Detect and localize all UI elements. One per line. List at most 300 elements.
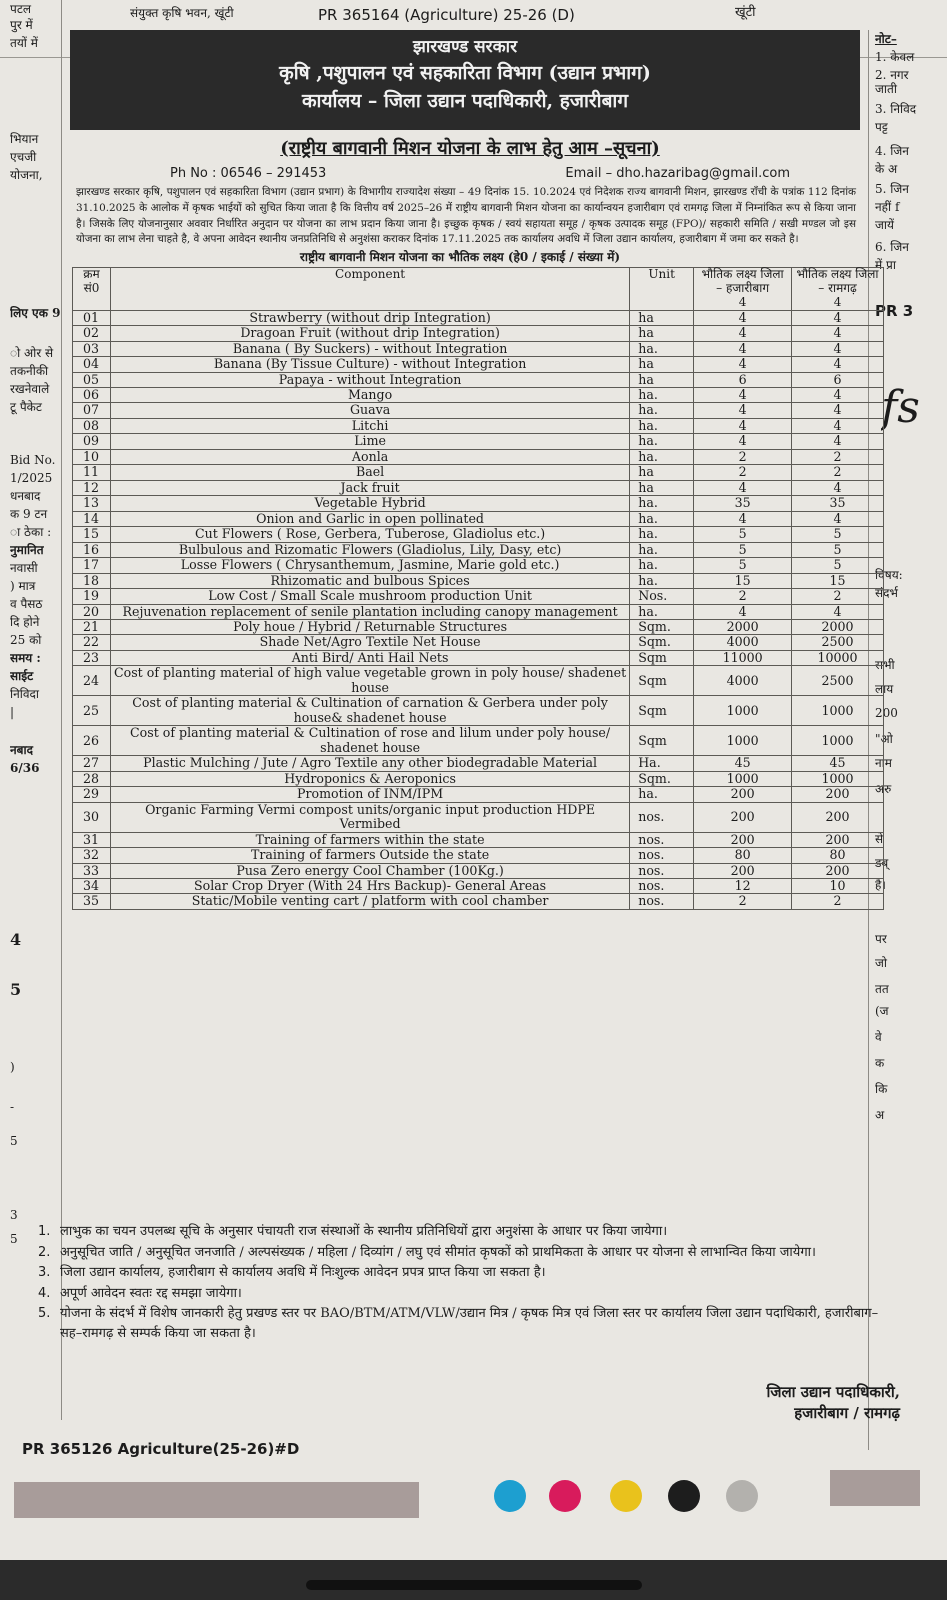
row-unit: Sqm	[630, 726, 694, 756]
row-target-hazaribag: 80	[694, 848, 792, 863]
note-item	[38, 1304, 896, 1343]
row-unit: nos.	[630, 878, 694, 893]
row-unit: ha	[630, 465, 694, 480]
right-fragment: 5. जिन	[875, 182, 909, 196]
targets-table	[72, 267, 884, 910]
right-fragment: नाम	[875, 756, 892, 770]
note-number: 4.	[38, 1285, 51, 1301]
right-fragment: के अ	[875, 162, 898, 176]
left-fragment: 5	[10, 1134, 18, 1148]
row-target-ramgarh: 6	[792, 372, 884, 387]
row-sn: 20	[73, 604, 111, 619]
right-fragment: जायें	[875, 218, 894, 232]
right-fragment: 1. केवल	[875, 50, 915, 64]
row-unit: ha.	[630, 496, 694, 511]
row-target-ramgarh: 4	[792, 357, 884, 372]
cyan-registration-dot	[494, 1480, 526, 1512]
row-target-ramgarh: 10	[792, 878, 884, 893]
row-target-hazaribag: 2	[694, 465, 792, 480]
right-fragment: 3. निविद	[875, 102, 917, 116]
row-target-ramgarh: 200	[792, 802, 884, 832]
row-component: Anti Bird/ Anti Hail Nets	[110, 650, 629, 665]
table-row	[73, 787, 884, 802]
row-component: Hydroponics & Aeroponics	[110, 771, 629, 786]
row-sn: 27	[73, 756, 111, 771]
right-fragment: कि	[875, 1082, 888, 1096]
table-title: राष्ट्रीय बागवानी मिशन योजना का भौतिक लक्ष्य (हे0 / इकाई / संख्या में)	[299, 250, 621, 265]
row-unit: ha	[630, 326, 694, 341]
row-sn: 08	[73, 418, 111, 433]
signature-line-2: हजारीबाग / रामगढ़	[794, 1404, 900, 1422]
row-unit: nos.	[630, 894, 694, 909]
row-target-ramgarh: 1000	[792, 771, 884, 786]
row-component: Static/Mobile venting cart / platform with cool chamber	[110, 894, 629, 909]
table-row	[73, 878, 884, 893]
right-fragment: PR 3	[875, 302, 914, 320]
right-fragment: डब्	[875, 856, 889, 870]
table-row	[73, 496, 884, 511]
row-component: Aonla	[110, 449, 629, 464]
row-target-ramgarh: 2	[792, 449, 884, 464]
row-unit: ha.	[630, 434, 694, 449]
notice	[70, 30, 879, 910]
header-target-ramgarh	[792, 268, 884, 310]
header-banner	[70, 30, 860, 130]
row-sn: 09	[73, 434, 111, 449]
right-fragment: नोट–	[875, 32, 897, 46]
table-body	[73, 310, 884, 909]
row-unit: Ha.	[630, 756, 694, 771]
table-row	[73, 418, 884, 433]
row-target-ramgarh: 2	[792, 589, 884, 604]
row-unit: Nos.	[630, 589, 694, 604]
row-sn: 30	[73, 802, 111, 832]
row-sn: 24	[73, 666, 111, 696]
left-fragment: -	[10, 1100, 15, 1114]
black-registration-dot	[668, 1480, 700, 1512]
row-target-ramgarh: 2500	[792, 666, 884, 696]
row-sn: 25	[73, 696, 111, 726]
table-row	[73, 434, 884, 449]
row-unit: ha.	[630, 542, 694, 557]
table-row	[73, 771, 884, 786]
row-unit: ha	[630, 357, 694, 372]
row-target-hazaribag: 200	[694, 802, 792, 832]
row-sn: 28	[73, 771, 111, 786]
row-component: Cost of planting material of high value vegetable grown in poly house/ shadenet house	[110, 666, 629, 696]
row-sn: 13	[73, 496, 111, 511]
table-row	[73, 449, 884, 464]
row-target-hazaribag: 4	[694, 604, 792, 619]
left-fragment: नुमानित	[10, 543, 44, 557]
row-target-ramgarh: 2	[792, 465, 884, 480]
row-unit: ha.	[630, 604, 694, 619]
row-unit: nos.	[630, 848, 694, 863]
contact-line	[170, 166, 790, 181]
left-fragment: साईट	[10, 669, 34, 683]
row-unit: ha.	[630, 573, 694, 588]
row-component: Lime	[110, 434, 629, 449]
row-unit: nos.	[630, 802, 694, 832]
table-row	[73, 403, 884, 418]
row-target-ramgarh: 5	[792, 558, 884, 573]
right-fragment: है।	[875, 878, 886, 892]
table-row	[73, 726, 884, 756]
table-row	[73, 756, 884, 771]
row-component: Training of farmers Outside the state	[110, 848, 629, 863]
row-unit: ha.	[630, 787, 694, 802]
row-component: Dragoan Fruit (without drip Integration)	[110, 326, 629, 341]
signature-block	[700, 1382, 900, 1424]
row-sn: 01	[73, 310, 111, 325]
row-component: Promotion of INM/IPM	[110, 787, 629, 802]
row-target-ramgarh: 1000	[792, 726, 884, 756]
table-row	[73, 604, 884, 619]
table-row	[73, 650, 884, 665]
home-indicator[interactable]	[306, 1580, 642, 1590]
left-fragment: 3	[10, 1208, 18, 1222]
table-row	[73, 527, 884, 542]
registration-bar-left	[14, 1482, 419, 1518]
row-sn: 15	[73, 527, 111, 542]
left-fragment: |	[10, 705, 15, 719]
right-fragment: क	[875, 1056, 885, 1070]
row-target-hazaribag: 5	[694, 558, 792, 573]
row-target-ramgarh: 4	[792, 511, 884, 526]
left-fragment: नवासी	[10, 561, 38, 575]
row-target-ramgarh: 10000	[792, 650, 884, 665]
row-target-hazaribag: 4000	[694, 635, 792, 650]
top-pr-number: PR 365164 (Agriculture) 25-26 (D)	[318, 6, 575, 24]
row-target-hazaribag: 4	[694, 403, 792, 418]
row-target-ramgarh: 4	[792, 480, 884, 495]
left-fragment: तयों में	[10, 36, 38, 50]
row-component: Cut Flowers ( Rose, Gerbera, Tuberose, Gladiolus etc.)	[110, 527, 629, 542]
row-target-hazaribag: 4	[694, 480, 792, 495]
left-fragment: लिए एक 9	[10, 306, 61, 320]
row-sn: 32	[73, 848, 111, 863]
right-fragment: 200	[875, 706, 898, 720]
footer-pr-number: PR 365126 Agriculture(25-26)#D	[22, 1440, 300, 1458]
right-fragment: अ	[875, 1108, 885, 1122]
left-fragment: 6/36	[10, 761, 40, 775]
right-fragment: अरु	[875, 782, 892, 796]
row-target-hazaribag: 4	[694, 434, 792, 449]
row-target-hazaribag: 2	[694, 894, 792, 909]
row-component: Banana ( By Suckers) - without Integration	[110, 341, 629, 356]
row-sn: 29	[73, 787, 111, 802]
right-fragment: विषय:	[875, 568, 903, 582]
row-sn: 21	[73, 620, 111, 635]
left-fragment: व पैसठ	[10, 597, 43, 611]
row-target-ramgarh: 200	[792, 863, 884, 878]
left-fragment: 25 को	[10, 633, 42, 647]
row-sn: 23	[73, 650, 111, 665]
row-component: Rejuvenation replacement of senile plantation including canopy management	[110, 604, 629, 619]
magenta-registration-dot	[549, 1480, 581, 1512]
row-sn: 03	[73, 341, 111, 356]
row-sn: 07	[73, 403, 111, 418]
phone-number: Ph No : 06546 – 291453	[170, 166, 327, 181]
row-component: Plastic Mulching / Jute / Agro Textile any other biodegradable Material	[110, 756, 629, 771]
table-row	[73, 863, 884, 878]
left-fragment: ो ओर से	[10, 346, 54, 360]
row-sn: 16	[73, 542, 111, 557]
row-component: Bael	[110, 465, 629, 480]
row-target-hazaribag: 35	[694, 496, 792, 511]
row-target-ramgarh: 2500	[792, 635, 884, 650]
row-target-hazaribag: 15	[694, 573, 792, 588]
row-target-hazaribag: 5	[694, 527, 792, 542]
note-text: लाभुक का चयन उपलब्ध सूचि के अनुसार पंचायती राज संस्थाओं के स्थानीय प्रतिनिधियों द्वारा अनुशंसा के आधार पर किया जायेगा।	[60, 1224, 668, 1239]
header-sn: क्रम सं0	[73, 268, 111, 310]
row-target-hazaribag: 4	[694, 341, 792, 356]
table-row	[73, 573, 884, 588]
left-fragment: समय :	[10, 651, 41, 665]
row-sn: 31	[73, 832, 111, 847]
note-item	[38, 1243, 896, 1263]
table-row	[73, 894, 884, 909]
row-target-ramgarh: 4	[792, 403, 884, 418]
left-fragment: पुर में	[10, 18, 33, 32]
left-fragment: धनबाद	[10, 489, 41, 503]
right-fragment: नहीं f	[875, 200, 900, 214]
table-row	[73, 696, 884, 726]
left-fragment: ा ठेका :	[10, 525, 52, 539]
left-fragment: निविदा	[10, 687, 40, 701]
row-target-hazaribag: 4	[694, 357, 792, 372]
row-component: Organic Farming Vermi compost units/organic input production HDPE Vermibed	[110, 802, 629, 832]
row-target-hazaribag: 1000	[694, 726, 792, 756]
table-row	[73, 589, 884, 604]
row-component: Losse Flowers ( Chrysanthemum, Jasmine, Marie gold etc.)	[110, 558, 629, 573]
note-item	[38, 1222, 896, 1242]
top-right-text: खूंटी	[735, 5, 756, 20]
header-component: Component	[110, 268, 629, 310]
row-target-hazaribag: 200	[694, 832, 792, 847]
right-fragment: "ओ	[875, 732, 893, 746]
row-target-ramgarh: 5	[792, 542, 884, 557]
row-target-hazaribag: 2000	[694, 620, 792, 635]
right-fragment: तत	[875, 982, 889, 996]
row-sn: 18	[73, 573, 111, 588]
row-sn: 35	[73, 894, 111, 909]
note-number: 3.	[38, 1265, 51, 1280]
right-fragment: 4. जिन	[875, 144, 909, 158]
left-fragment: दि होने	[10, 615, 40, 629]
row-component: Rhizomatic and bulbous Spices	[110, 573, 629, 588]
left-fragment: पटल	[10, 2, 32, 16]
right-fragment: 6. जिन	[875, 240, 909, 254]
row-target-ramgarh: 200	[792, 832, 884, 847]
email-address: Email – dho.hazaribag@gmail.com	[565, 166, 790, 181]
row-target-ramgarh: 4	[792, 326, 884, 341]
note-item	[38, 1263, 896, 1283]
left-fragment: नबाद	[10, 743, 33, 757]
header-target-hazaribag-label: भौतिक लक्ष्य जिला – हजारीबाग	[701, 267, 784, 296]
left-fragment: तकनीकी	[10, 364, 49, 378]
row-target-hazaribag: 6	[694, 372, 792, 387]
row-sn: 10	[73, 449, 111, 464]
row-unit: ha.	[630, 387, 694, 402]
row-target-hazaribag: 4	[694, 310, 792, 325]
row-unit: ha.	[630, 511, 694, 526]
table-row	[73, 511, 884, 526]
left-fragment: 4	[10, 930, 22, 949]
table-row	[73, 542, 884, 557]
row-component: Bulbulous and Rizomatic Flowers (Gladiolus, Lily, Dasy, etc)	[110, 542, 629, 557]
table-row	[73, 387, 884, 402]
intro-paragraph: झारखण्ड सरकार कृषि, पशुपालन एवं सहकारिता विभाग (उद्यान प्रभाग) के विभागीय राज्यादेश संख्या – 49 दिनांक 15. 10.2024 एवं निदेशक राज्य बागवानी मिशन, झारखण्ड राँची के पत्रांक 112 दिनांक 31.10.2025 के आलोक में कृषक भाईयों को सुचित किया जाता है कि वित्तीय वर्ष 2025–26 में राष्ट्रीय बागवानी मिशन योजना का कार्यान्वयन हजारीबाग एवं रामगढ़ जिला में निम्नांकित रूप से किया जाना है। जिसके लिए योजनानुसार अववार निर्धारित अनुदान पर योजना का लाभ प्रदान किया जाना है। इच्छुक कृषक / स्वयं सहायता समूह / कृषक उत्पादक समूह (FPO)/ सहकारी समिति / सखी मण्डल जो इस योजना का लाभ लेना चाहते है, वे अपना आवेदन स्थानीय जनप्रतिनिधि से अनुशंसा कराकर दिनांक 17.11.2025 तक कार्यालय अवधि में जिला उद्यान कार्यालय, हजारीबाग में जमा कर सकते है।	[76, 186, 856, 246]
row-unit: ha.	[630, 527, 694, 542]
note-number: 5.	[38, 1306, 51, 1321]
header-target-ramgarh-label: भौतिक लक्ष्य जिला – रामगढ़	[796, 267, 879, 296]
row-sn: 11	[73, 465, 111, 480]
note-number: 1.	[38, 1224, 51, 1239]
row-target-hazaribag: 4	[694, 511, 792, 526]
row-component: Guava	[110, 403, 629, 418]
table-header-row	[73, 268, 884, 310]
row-target-hazaribag: 4	[694, 326, 792, 341]
row-target-ramgarh: 4	[792, 310, 884, 325]
row-component: Banana (By Tissue Culture) - without Integration	[110, 357, 629, 372]
row-component: Papaya - without Integration	[110, 372, 629, 387]
table-row	[73, 832, 884, 847]
header-unit: Unit	[630, 268, 694, 310]
row-target-hazaribag: 4	[694, 418, 792, 433]
print-registration-marks	[0, 1466, 947, 1546]
right-fragment: जाती	[875, 82, 897, 96]
left-column-fragments	[0, 0, 62, 1420]
row-unit: Sqm.	[630, 635, 694, 650]
row-component: Pusa Zero energy Cool Chamber (100Kg.)	[110, 863, 629, 878]
row-target-ramgarh: 1000	[792, 696, 884, 726]
row-unit: ha.	[630, 449, 694, 464]
left-fragment: क 9 टन	[10, 507, 48, 521]
row-sn: 06	[73, 387, 111, 402]
row-target-ramgarh: 5	[792, 527, 884, 542]
row-component: Cost of planting material & Cultination of carnation & Gerbera under poly house& shadenet house	[110, 696, 629, 726]
row-sn: 26	[73, 726, 111, 756]
row-sn: 04	[73, 357, 111, 372]
row-unit: ha.	[630, 341, 694, 356]
registration-bar-right	[830, 1470, 920, 1506]
left-fragment: 5	[10, 1232, 18, 1246]
row-target-hazaribag: 11000	[694, 650, 792, 665]
row-target-hazaribag: 200	[694, 787, 792, 802]
top-left-text: संयुक्त कृषि भवन, खूंटी	[130, 6, 234, 20]
row-component: Vegetable Hybrid	[110, 496, 629, 511]
right-fragment: 2. नगर	[875, 68, 909, 82]
table-row	[73, 620, 884, 635]
table-row	[73, 341, 884, 356]
header-target-ramgarh-value: 4	[833, 294, 842, 309]
row-sn: 22	[73, 635, 111, 650]
row-component: Strawberry (without drip Integration)	[110, 310, 629, 325]
left-fragment: योजना,	[10, 168, 43, 182]
note-text: अपूर्ण आवेदन स्वतः रद्द समझा जायेगा।	[60, 1285, 242, 1301]
left-fragment: एचजी	[10, 150, 37, 164]
right-fragment: fs	[881, 382, 920, 433]
header-target-hazaribag	[694, 268, 792, 310]
note-text: जिला उद्यान कार्यालय, हजारीबाग से कार्यालय अवधि में निःशुल्क आवेदन प्रपत्र प्राप्त किया जा सकता है।	[60, 1265, 546, 1280]
right-fragment: वे	[875, 1030, 882, 1044]
row-unit: Sqm	[630, 666, 694, 696]
left-fragment: 5	[10, 980, 22, 999]
row-sn: 05	[73, 372, 111, 387]
yellow-registration-dot	[610, 1480, 642, 1512]
row-unit: nos.	[630, 832, 694, 847]
row-component: Cost of planting material & Cultination of rose and lilum under poly house/ shadenet house	[110, 726, 629, 756]
table-row	[73, 326, 884, 341]
table-row	[73, 372, 884, 387]
left-fragment: Bid No.	[10, 453, 56, 467]
row-sn: 17	[73, 558, 111, 573]
row-component: Onion and Garlic in open pollinated	[110, 511, 629, 526]
row-sn: 14	[73, 511, 111, 526]
right-fragment: पट्ट	[875, 120, 888, 134]
row-target-ramgarh: 15	[792, 573, 884, 588]
govt-title: झारखण्ड सरकार	[412, 37, 518, 57]
row-unit: ha.	[630, 418, 694, 433]
notice-subtitle: (राष्ट्रीय बागवानी मिशन योजना के लाभ हेतु आम –सूचना)	[280, 138, 660, 159]
table-row	[73, 666, 884, 696]
note-text: योजना के संदर्भ में विशेष जानकारी हेतु प्रखण्ड स्तर पर BAO/BTM/ATM/VLW/उद्यान मित्र / कृषक मित्र एवं जिला स्तर पर कार्यालय जिला उद्यान पदाधिकारी, हजारीबाग–सह–रामगढ़ से सम्पर्क किया जा सकता है।	[60, 1306, 879, 1341]
table-row	[73, 310, 884, 325]
row-target-ramgarh: 4	[792, 418, 884, 433]
left-fragment: ) मात्र	[10, 579, 36, 593]
table-row	[73, 802, 884, 832]
row-target-hazaribag: 200	[694, 863, 792, 878]
row-component: Litchi	[110, 418, 629, 433]
row-target-ramgarh: 4	[792, 341, 884, 356]
row-component: Low Cost / Small Scale mushroom production Unit	[110, 589, 629, 604]
right-fragment: जो	[875, 956, 888, 970]
row-target-hazaribag: 2	[694, 589, 792, 604]
row-unit: ha	[630, 372, 694, 387]
row-target-hazaribag: 5	[694, 542, 792, 557]
right-fragment: (ज	[875, 1004, 889, 1018]
left-fragment: टू पैकेट	[10, 400, 42, 414]
gray-registration-dot	[726, 1480, 758, 1512]
row-sn: 19	[73, 589, 111, 604]
row-component: Jack fruit	[110, 480, 629, 495]
row-target-hazaribag: 45	[694, 756, 792, 771]
right-fragment: पर	[875, 932, 887, 946]
row-target-hazaribag: 4000	[694, 666, 792, 696]
left-fragment: रखनेवाले	[10, 382, 50, 396]
row-unit: Sqm	[630, 650, 694, 665]
row-unit: Sqm	[630, 696, 694, 726]
signature-line-1: जिला उद्यान पदाधिकारी,	[766, 1383, 900, 1401]
left-fragment: 1/2025	[10, 471, 53, 485]
row-component: Mango	[110, 387, 629, 402]
row-component: Poly houe / Hybrid / Returnable Structures	[110, 620, 629, 635]
row-unit: ha	[630, 480, 694, 495]
row-target-ramgarh: 35	[792, 496, 884, 511]
row-target-ramgarh: 4	[792, 434, 884, 449]
row-sn: 34	[73, 878, 111, 893]
row-target-hazaribag: 2	[694, 449, 792, 464]
row-sn: 02	[73, 326, 111, 341]
row-unit: ha	[630, 310, 694, 325]
row-component: Shade Net/Agro Textile Net House	[110, 635, 629, 650]
right-fragment: से	[875, 832, 884, 846]
row-target-ramgarh: 200	[792, 787, 884, 802]
table-row	[73, 848, 884, 863]
row-unit: Sqm.	[630, 620, 694, 635]
row-unit: nos.	[630, 863, 694, 878]
